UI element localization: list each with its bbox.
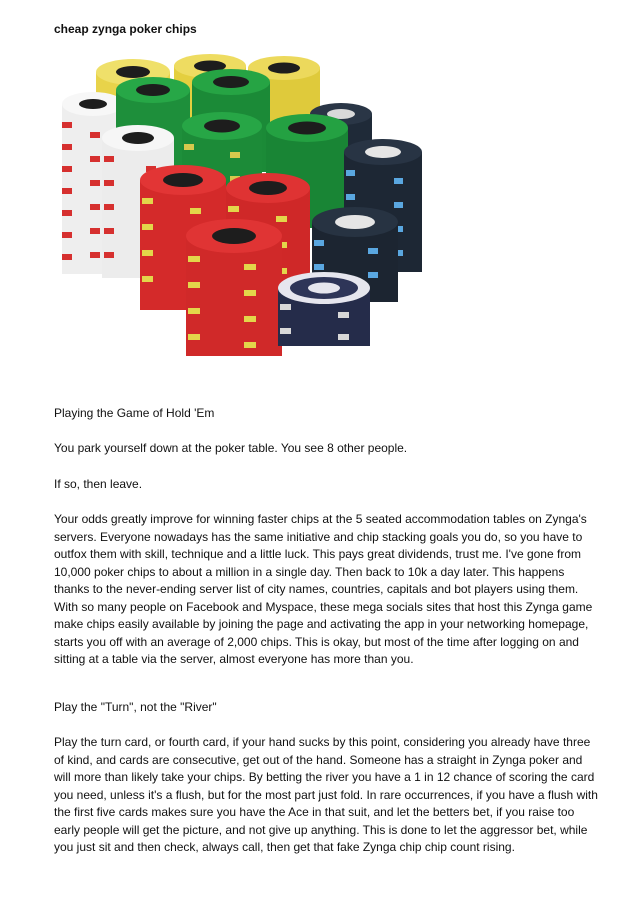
- chip-stack-navy: [278, 272, 370, 346]
- page-title: cheap zynga poker chips: [54, 22, 197, 36]
- poker-chips-image: [54, 52, 434, 382]
- paragraph-turn-card: Play the turn card, or fourth card, if your hand sucks by this point, considering you already have three of kind, and cards are consecutive, get out of the hand. Someone has a straight in Zynga poker and will more than likely take your chips. By betting the river you have a 1 in 12 chance of scoring the card you need, unless it's a flush, but for the most part just fold. In rare occurrences, if you have a flush with the first five cards makes sure you have the Ace in that suit, and let the betters bet, if you raise too early people will get the picture, and not give up anything. This is done to let the aggressor bet, while you just sit and then check, always call, then get that fake Zynga chip chip count rising.: [54, 735, 598, 854]
- paragraph-intro: You park yourself down at the poker table. You see 8 other people.: [54, 441, 408, 455]
- section-heading-turn-river: Play the "Turn", not the "River": [54, 700, 217, 714]
- section-heading-hold-em: Playing the Game of Hold 'Em: [54, 406, 215, 420]
- chip-stack-red-3: [186, 219, 282, 356]
- paragraph-odds: Your odds greatly improve for winning faster chips at the 5 seated accommodation tables on Zynga's servers. Everyone nowadays has the same initiative and chip stacking goals you do, so you have to outfox them with skill, technique and a little luck. This pays great dividends, trust me. I've gone from 10,000 poker chips to about a million in a single day. Then back to 10k a day later. This happens thanks to the never-ending server list of city names, countries, capitals and bot players using them. With so many people on Facebook and Myspace, these mega socials sites that host this Zynga game make chips easily available by joining the page and activating the app in your networking homepage, starts you off with an average of 2,000 chips. This is okay, but most of the time after logging on and sitting at a table via the server, almost everyone has more than you.: [54, 512, 593, 666]
- chip-stack-illustration: [62, 54, 422, 356]
- paragraph-leave: If so, then leave.: [54, 477, 143, 491]
